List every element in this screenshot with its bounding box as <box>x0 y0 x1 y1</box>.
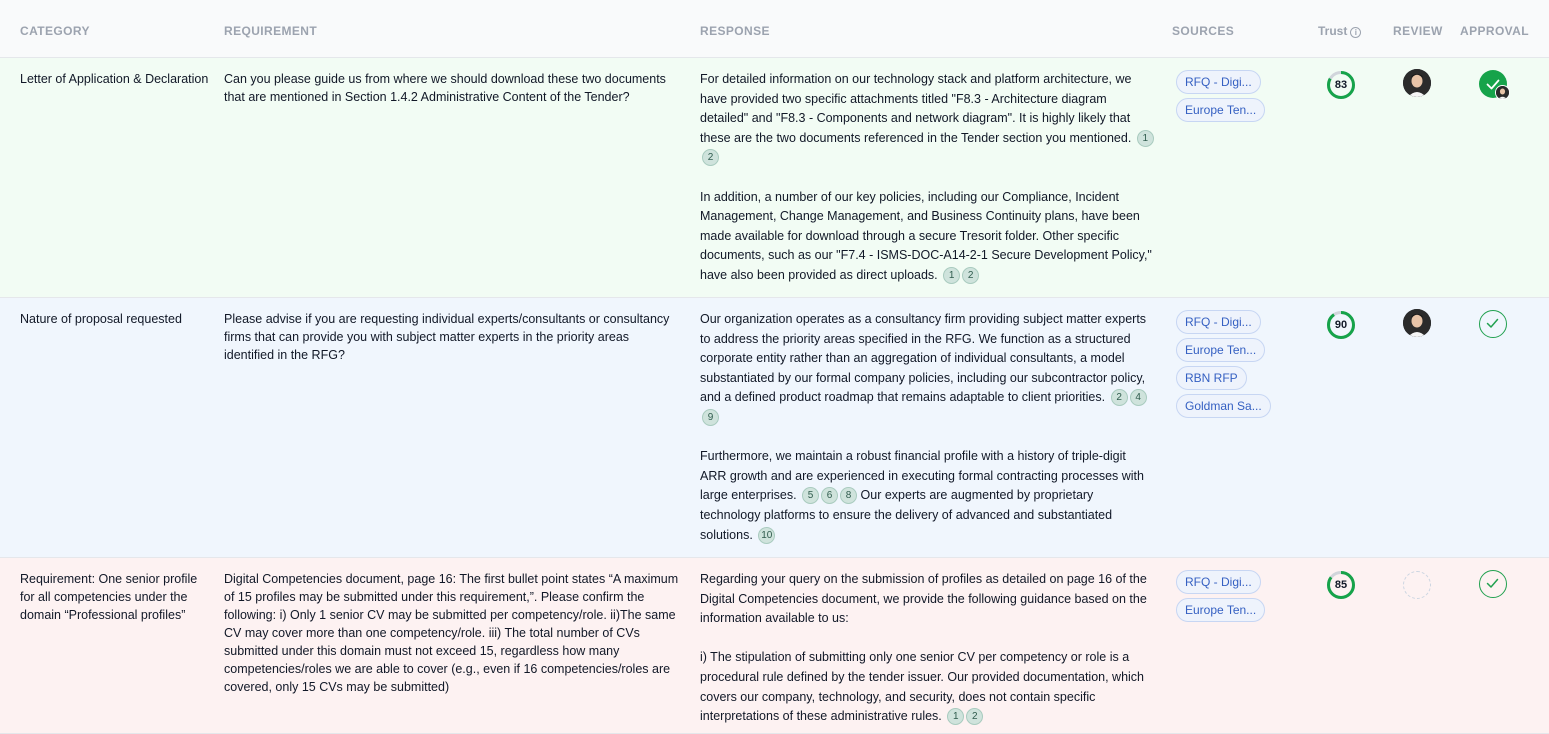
citation-badge[interactable]: 1 <box>943 267 960 284</box>
response-text: Our organization operates as a consultancy firm providing subject matter experts to address the priority areas specified in the RFG. We function as a structured corporate entity rather than an aggregation of individual consultants, a model substantiated by our formal company policies, including our subcontractor policy, and a defined product roadmap that remains adaptable to client priorities. <box>700 312 1147 405</box>
response-text: Our experts are augmented by proprietary technology platforms to ensure the delivery of advanced and substantiated solutions. <box>700 488 1113 542</box>
sources-cell <box>1176 570 1306 626</box>
source-chip[interactable]: Goldman Sa... <box>1176 394 1271 418</box>
citation-badge[interactable]: 9 <box>702 409 719 426</box>
citation-badge[interactable]: 2 <box>702 149 719 166</box>
citation-badge[interactable]: 2 <box>962 267 979 284</box>
response-paragraph <box>700 570 1155 629</box>
column-header-requirement[interactable]: REQUIREMENT <box>224 24 318 38</box>
column-header-response[interactable]: RESPONSE <box>700 24 770 38</box>
category-cell: Requirement: One senior profile for all competencies under the domain “Professional profiles” <box>20 572 198 622</box>
citation-badge[interactable]: 10 <box>758 527 775 544</box>
approval-status[interactable] <box>1479 310 1507 338</box>
citation-badge[interactable]: 8 <box>840 487 857 504</box>
response-cell[interactable] <box>700 310 1155 545</box>
requirement-cell: Please advise if you are requesting individual experts/consultants or consultancy firms that can provide you with subject matter experts in the priority areas identified in the RFG? <box>224 312 670 362</box>
column-header-category[interactable]: CATEGORY <box>20 24 90 38</box>
table-header <box>0 0 1549 58</box>
trust-score-value: 90 <box>1334 319 1348 331</box>
trust-score-ring[interactable] <box>1326 70 1356 100</box>
citation-badge[interactable]: 4 <box>1130 389 1147 406</box>
response-text: i) The stipulation of submitting only one senior CV per competency or role is a procedural rule defined by the tender issuer. Our provided documentation, which covers our company, technology, and security, does not contain specific interpretations of these administrative rules. <box>700 650 1145 724</box>
source-chip[interactable]: RFQ - Digi... <box>1176 70 1261 94</box>
trust-score-ring[interactable] <box>1326 310 1356 340</box>
table-row[interactable] <box>0 58 1549 298</box>
trust-score-value: 83 <box>1334 79 1348 91</box>
source-chip[interactable]: RBN RFP <box>1176 366 1247 390</box>
response-text: For detailed information on our technology stack and platform architecture, we have provided two specific attachments titled "F8.3 - Architecture diagram detailed" and "F8.3 - Components and network diagram". It is highly likely that these are the two documents referenced in the Tender section you mentioned. <box>700 72 1132 145</box>
approval-status[interactable] <box>1479 570 1507 598</box>
category-cell: Letter of Application & Declaration <box>20 72 209 86</box>
info-icon[interactable]: i <box>1350 27 1361 38</box>
column-header-approval[interactable]: APPROVAL <box>1460 24 1529 38</box>
response-cell[interactable] <box>700 570 1155 727</box>
sources-cell <box>1176 310 1306 422</box>
requirement-cell: Digital Competencies document, page 16: The first bullet point states “A maximum of 15 profiles may be submitted under this requirement,”. Please confirm the following: i) Only 1 senior CV may be submitted per competency/role. ii)The same CV may cover more than one competency/role. iii) The total number of CVs submitted under this domain must not exceed 15, regardless how many competencies/roles we are able to cover (e.g., even if 16 competencies/roles are covered, only 15 CVs may be submitted) <box>224 572 679 694</box>
citation-badge[interactable]: 5 <box>802 487 819 504</box>
column-header-review[interactable]: REVIEW <box>1393 24 1443 38</box>
response-paragraph <box>700 310 1155 428</box>
sources-cell <box>1176 70 1306 126</box>
citation-badge[interactable]: 2 <box>1111 389 1128 406</box>
response-paragraph <box>700 188 1155 286</box>
avatar-icon <box>1403 309 1431 337</box>
category-cell: Nature of proposal requested <box>20 312 182 326</box>
column-header-trust[interactable] <box>1318 24 1361 38</box>
approver-mini-avatar <box>1495 85 1510 100</box>
citation-badge[interactable]: 1 <box>1137 130 1154 147</box>
response-text: Regarding your query on the submission of profiles as detailed on page 16 of the Digital Competencies document, we provide the following guidance based on the information available to us: <box>700 572 1147 626</box>
response-paragraph <box>700 648 1155 726</box>
source-chip[interactable]: Europe Ten... <box>1176 598 1265 622</box>
requirement-cell: Can you please guide us from where we should download these two documents that are mentioned in Section 1.4.2 Administrative Content of the Tender? <box>224 72 666 104</box>
citation-badge[interactable]: 6 <box>821 487 838 504</box>
table-row[interactable] <box>0 558 1549 734</box>
trust-score-value: 85 <box>1334 579 1348 591</box>
source-chip[interactable]: RFQ - Digi... <box>1176 310 1261 334</box>
response-text: In addition, a number of our key policies, including our Compliance, Incident Management, Change Management, and Business Continuity plans, have been made available for download through a secure Tresorit folder. Other specific documents, such as our "F7.4 - ISMS-DOC-A14-2-1 Secure Development Policy," have also been provided as direct uploads. <box>700 189 1152 282</box>
citation-badge[interactable]: 2 <box>966 708 983 725</box>
approved-outline-check-icon <box>1479 570 1507 598</box>
approval-status[interactable] <box>1479 70 1507 98</box>
response-cell[interactable] <box>700 70 1155 286</box>
response-text: Furthermore, we maintain a robust financial profile with a history of triple-digit ARR growth and are experienced in executing formal contracting processes with large enterprises. <box>700 449 1144 503</box>
avatar-icon <box>1403 69 1431 97</box>
response-paragraph <box>700 70 1155 168</box>
response-paragraph <box>700 447 1155 545</box>
source-chip[interactable]: Europe Ten... <box>1176 338 1265 362</box>
reviewer-avatar[interactable] <box>1403 309 1431 337</box>
pending-review-icon[interactable] <box>1403 571 1431 599</box>
column-header-sources[interactable]: SOURCES <box>1172 24 1235 38</box>
citation-badge[interactable]: 1 <box>947 708 964 725</box>
column-header-trust-label: Trust <box>1318 24 1348 38</box>
approved-outline-check-icon <box>1479 310 1507 338</box>
table-row[interactable] <box>0 298 1549 558</box>
source-chip[interactable]: Europe Ten... <box>1176 98 1265 122</box>
trust-score-ring[interactable] <box>1326 570 1356 600</box>
source-chip[interactable]: RFQ - Digi... <box>1176 570 1261 594</box>
reviewer-avatar[interactable] <box>1403 69 1431 97</box>
